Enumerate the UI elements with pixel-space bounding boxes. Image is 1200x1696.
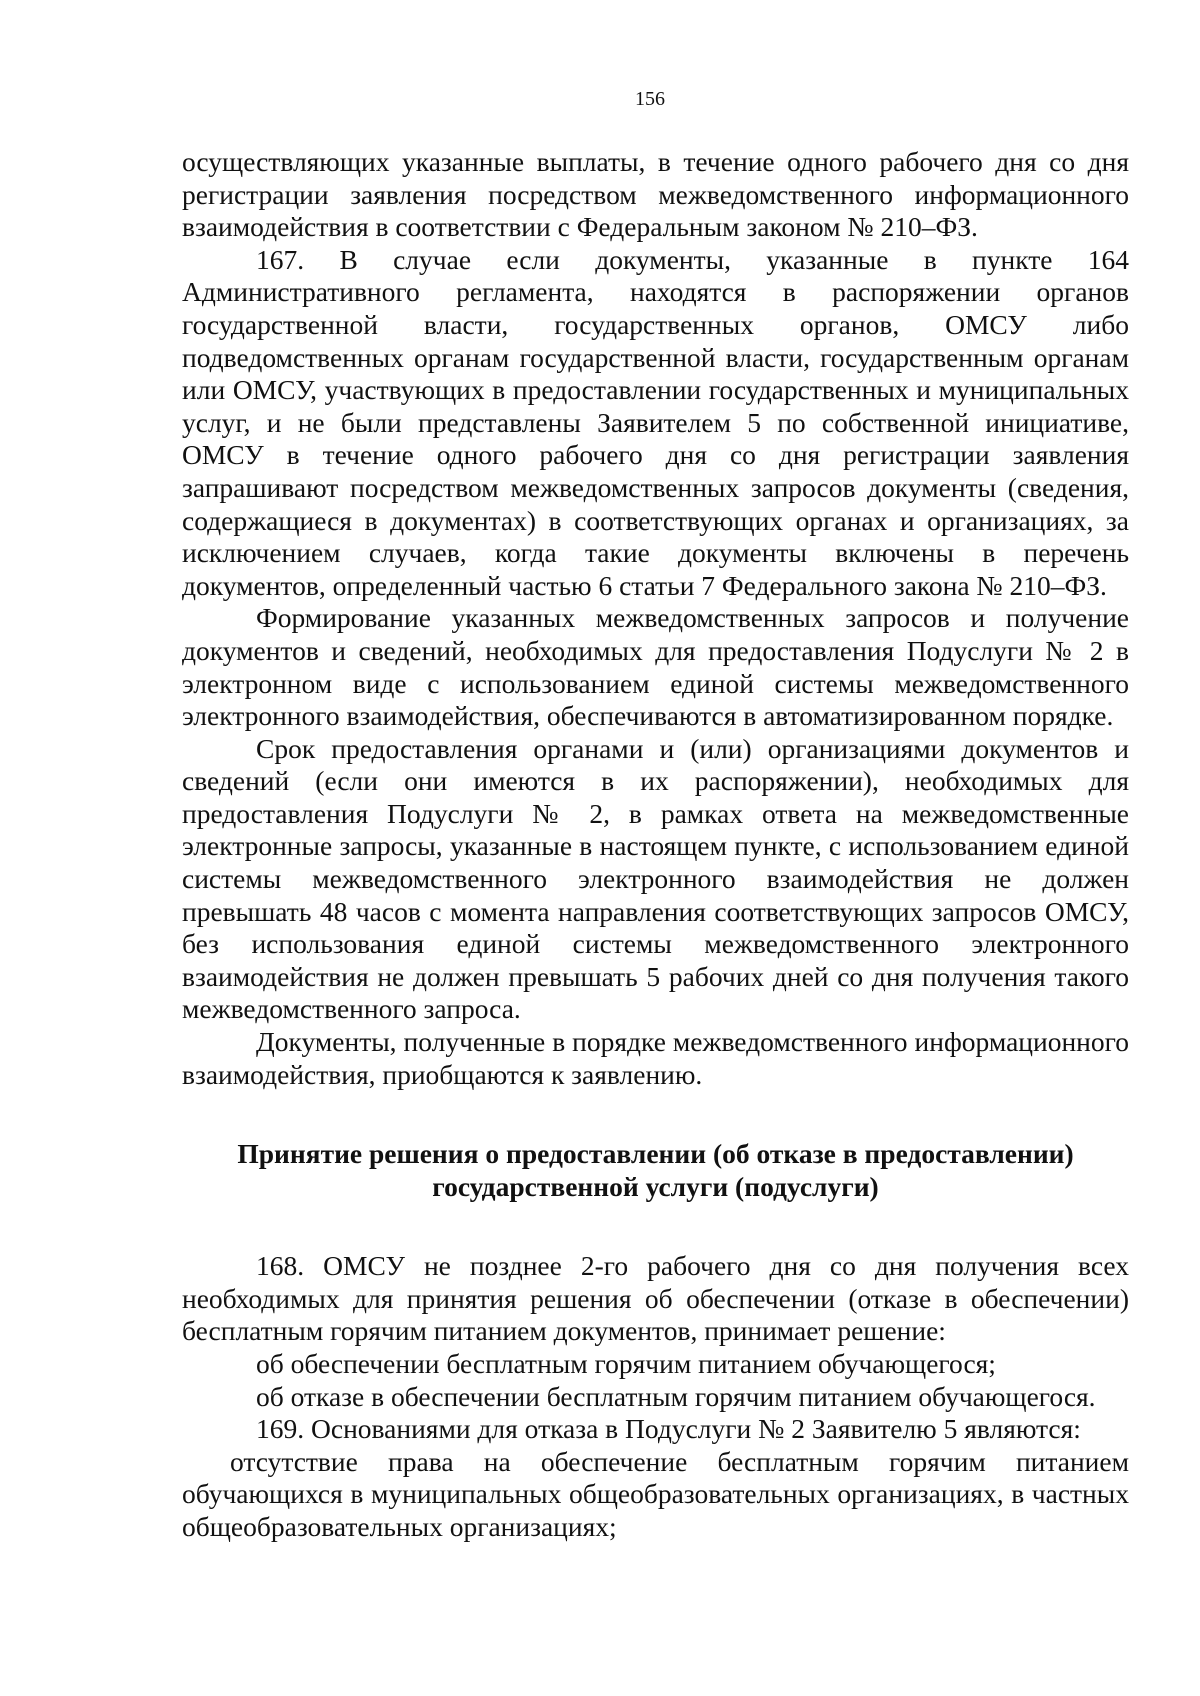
paragraph-167: 167. В случае если документы, указанные в пункте 164 Административного регламента, находятся в распоряжении органов государственной власти, государственных органов, ОМСУ либо подведомственных органам государственной власти, государственным органам или ОМСУ, участвующих в предоставлении государственных и муниципальных услуг, и не были представлены Заявителем 5 по собственной инициативе, ОМСУ в течение одного рабочего дня со дня регистрации заявления запрашивают посредством межведомственных запросов документы (сведения, содержащиеся в документах) в соответствующих органах и организациях, за исключением случаев, когда такие документы включены в перечень документов, определенный частью 6 статьи 7 Федерального закона № 210–ФЗ. — [182, 243, 1129, 601]
section-heading — [182, 1137, 1129, 1203]
section-heading-line-2: государственной услуги (подуслуги) — [432, 1171, 879, 1203]
page-number: 156 — [635, 88, 665, 110]
paragraph-documents: Документы, полученные в порядке межведомственного информационного взаимодействия, приобщаются к заявлению. — [182, 1026, 1129, 1090]
paragraph-168: 168. ОМСУ не позднее 2-го рабочего дня со дня получения всех необходимых для принятия решения об обеспечении (отказе в обеспечении) бесплатным горячим питанием документов, принимает решение: — [182, 1250, 1129, 1347]
paragraph-168-option-provide: об обеспечении бесплатным горячим питанием обучающегося; — [256, 1348, 996, 1379]
paragraph-168-option-refuse: об отказе в обеспечении бесплатным горячим питанием обучающегося. — [256, 1380, 1096, 1412]
paragraph-term: Срок предоставления органами и (или) организациями документов и сведений (если они имеются в их распоряжении), необходимых для предоставления Подуслуги № 2, в рамках ответа на межведомственные электронные запросы, указанные в настоящем пункте, с использованием единой системы межведомственного электронного взаимодействия не должен превышать 48 часов с момента направления соответствующих запросов ОМСУ, без использования единой системы межведомственного электронного взаимодействия не должен превышать 5 рабочих дней со дня получения такого межведомственного запроса. — [182, 732, 1129, 1025]
paragraph-formation: Формирование указанных межведомственных запросов и получение документов и сведений, необходимых для предоставления Подуслуги № 2 в электронном виде с использованием единой системы межведомственного электронного взаимодействия, обеспечиваются в автоматизированном порядке. — [182, 602, 1129, 732]
document-body — [182, 146, 1129, 1544]
paragraph-continuation: осуществляющих указанные выплаты, в течение одного рабочего дня со дня регистрации заявления посредством межведомственного информационного взаимодействия в соответствии с Федеральным законом № 210–ФЗ. — [182, 146, 1129, 243]
section-heading-line-1: Принятие решения о предоставлении (об отказе в предоставлении) — [237, 1138, 1074, 1170]
paragraph-169: 169. Основаниями для отказа в Подуслуги № 2 Заявителю 5 являются: — [256, 1413, 1081, 1445]
paragraph-169-ground: отсутствие права на обеспечение бесплатным горячим питанием обучающихся в муниципальных общеобразовательных организациях, в частных общеобразовательных организациях; — [182, 1445, 1129, 1542]
